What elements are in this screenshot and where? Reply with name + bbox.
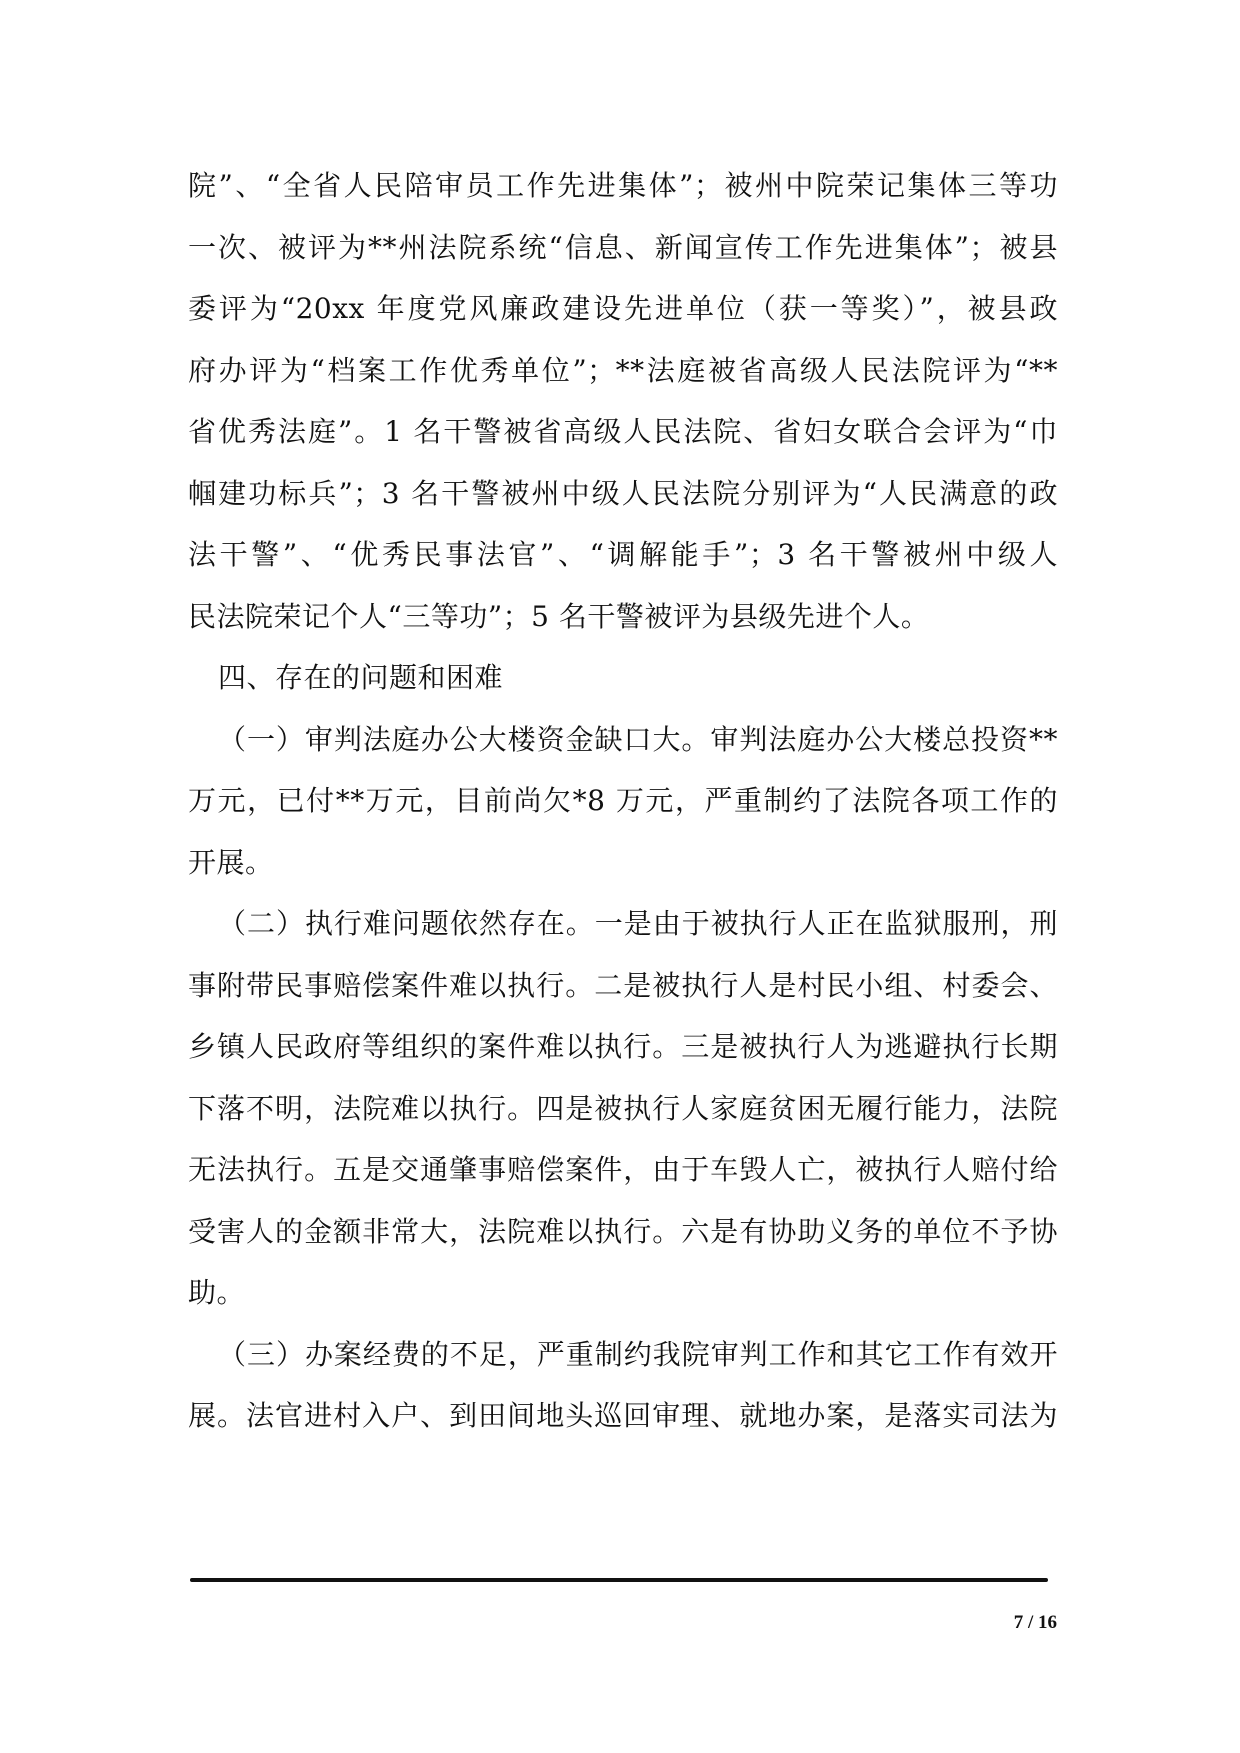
text-line: 受害人的金额非常大，法院难以执行。六是有协助义务的单位不予协 <box>188 1214 1058 1248</box>
text-line: 帼建功标兵”；3 名干警被州中级人民法院分别评为“人民满意的政 <box>188 476 1058 510</box>
text-line: 府办评为“档案工作优秀单位”；**法庭被省高级人民法院评为“** <box>188 353 1058 387</box>
text-line: 一次、被评为**州法院系统“信息、新闻宣传工作先进集体”；被县 <box>188 230 1058 264</box>
footer-divider <box>190 1578 1048 1582</box>
text-line: 省优秀法庭”。1 名干警被省高级人民法院、省妇女联合会评为“巾 <box>188 415 1058 448</box>
text-line: 无法执行。五是交通肇事赔偿案件，由于车毁人亡，被执行人赔付给 <box>188 1153 1058 1186</box>
text-line: 助。 <box>188 1276 246 1309</box>
section-heading: 四、存在的问题和困难 <box>218 661 504 694</box>
text-line: 事附带民事赔偿案件难以执行。二是被执行人是村民小组、村委会、 <box>188 968 1058 1002</box>
text-line: 院”、“全省人民陪审员工作先进集体”；被州中院荣记集体三等功 <box>188 169 1058 202</box>
text-line: 万元，已付**万元，目前尚欠*8 万元，严重制约了法院各项工作的 <box>188 784 1058 817</box>
text-line: （二）执行难问题依然存在。一是由于被执行人正在监狱服刑，刑 <box>218 907 1058 940</box>
text-line: 下落不明，法院难以执行。四是被执行人家庭贫困无履行能力，法院 <box>188 1091 1058 1125</box>
text-line: 乡镇人民政府等组织的案件难以执行。三是被执行人为逃避执行长期 <box>188 1030 1058 1063</box>
text-line: 委评为“20xx 年度党风廉政建设先进单位（获一等奖）”，被县政 <box>188 292 1058 325</box>
text-line: 民法院荣记个人“三等功”；5 名干警被评为县级先进个人。 <box>188 599 930 633</box>
page-number: 7 / 16 <box>1013 1612 1057 1633</box>
text-line: 开展。 <box>188 845 274 879</box>
text-line: 法干警”、“优秀民事法官”、“调解能手”；3 名干警被州中级人 <box>188 538 1058 571</box>
text-line: （三）办案经费的不足，严重制约我院审判工作和其它工作有效开 <box>218 1337 1058 1371</box>
text-line: （一）审判法庭办公大楼资金缺口大。审判法庭办公大楼总投资** <box>218 722 1058 756</box>
text-line: 展。法官进村入户、到田间地头巡回审理、就地办案，是落实司法为 <box>188 1399 1058 1432</box>
document-body <box>188 155 1058 1447</box>
